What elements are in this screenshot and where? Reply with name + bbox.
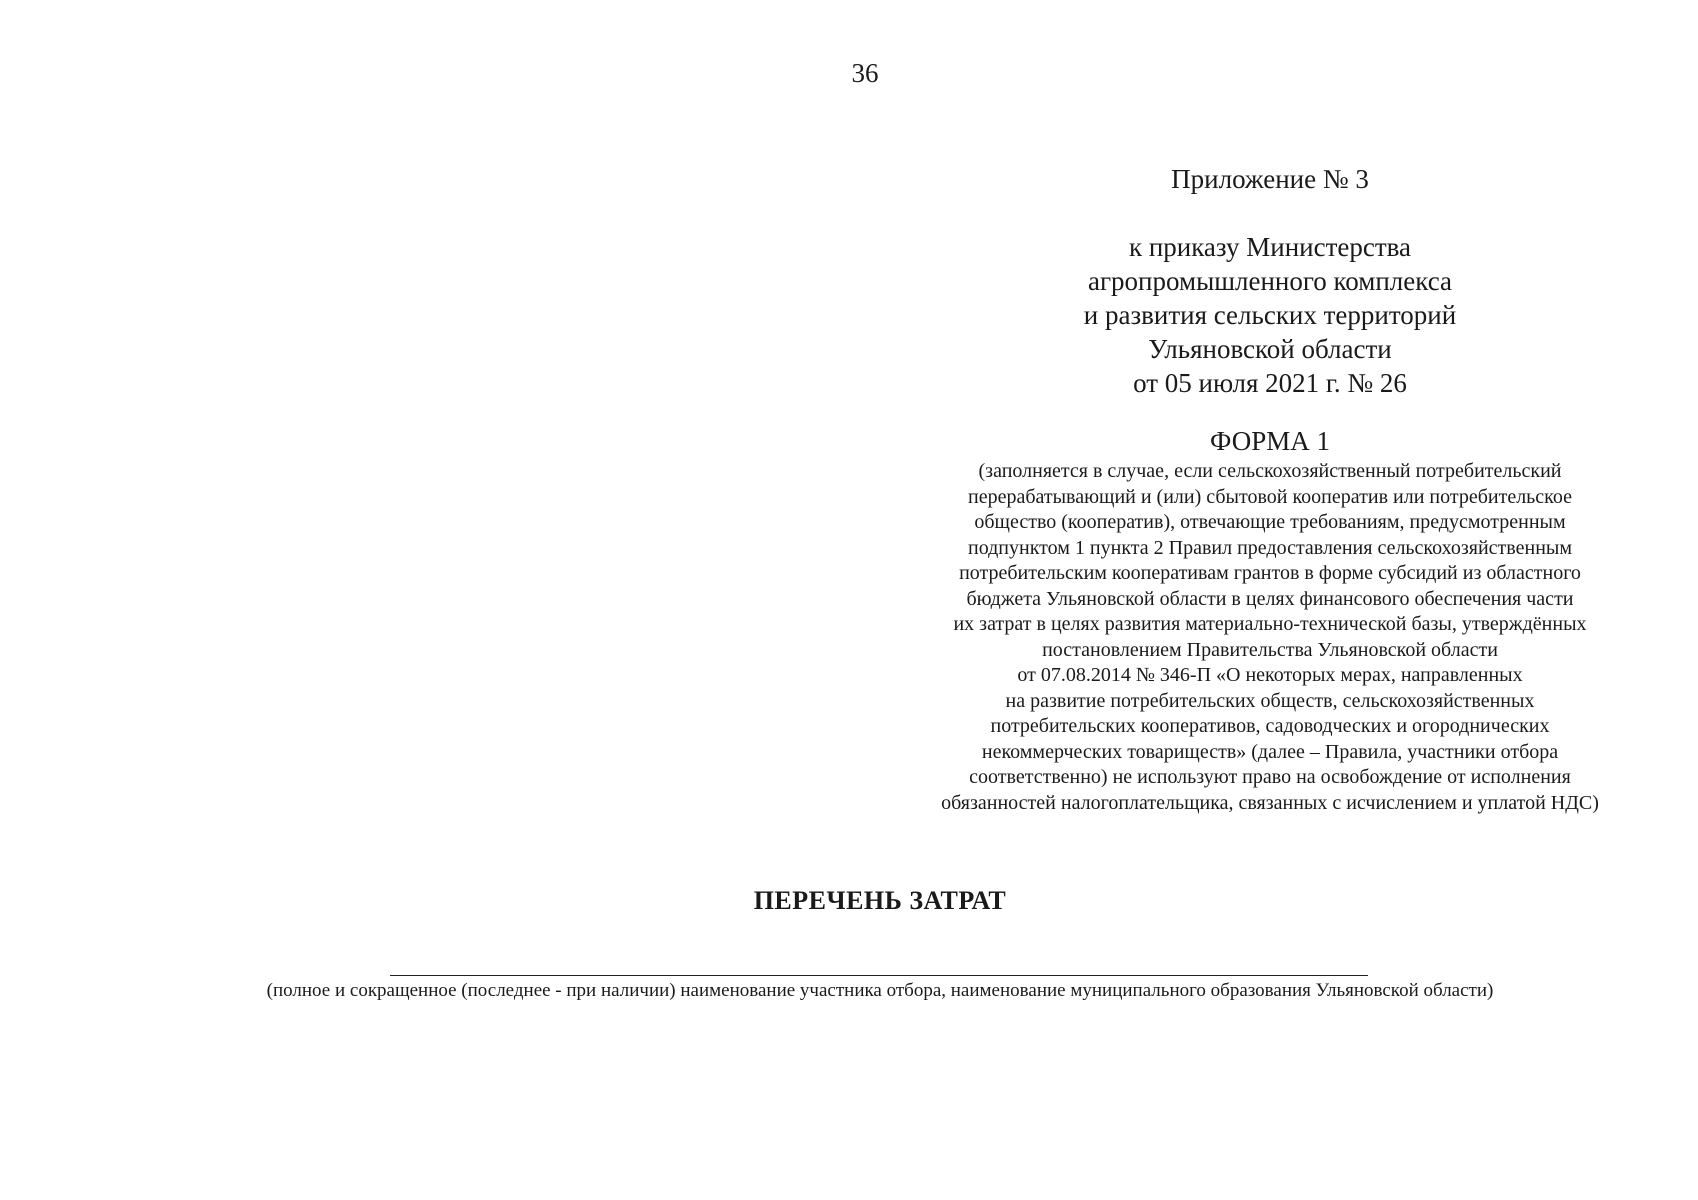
form-note-line: потребительским кооперативам грантов в форме субсидий из областного — [959, 562, 1581, 584]
form-note-line: постановлением Правительства Ульяновской области — [1042, 638, 1498, 661]
form-note-line: потребительских кооперативов, садоводческих и огороднических — [990, 715, 1550, 737]
document-title: ПЕРЕЧЕНЬ ЗАТРАТ — [753, 886, 1007, 915]
appendix-line: и развития сельских территорий — [1083, 300, 1457, 330]
form-note-line: (заполняется в случае, если сельскохозяйственный потребительский — [978, 460, 1562, 482]
form-note-line: бюджета Ульяновской области в целях финансового обеспечения части — [966, 587, 1574, 610]
appendix-title: Приложение № 3 — [1171, 164, 1369, 194]
appendix-line: к приказу Министерства — [1128, 232, 1412, 262]
form-note-line: подпунктом 1 пункта 2 Правил предоставления сельскохозяйственным — [968, 536, 1572, 559]
participant-name-line — [390, 975, 1368, 976]
appendix-line: от 05 июля 2021 г. № 26 — [1133, 368, 1407, 398]
form-note-line: от 07.08.2014 № 346-П «О некоторых мерах, направленных — [1017, 664, 1523, 686]
appendix-line: Ульяновской области — [1148, 334, 1392, 364]
participant-name-caption: (полное и сокращенное (последнее - при наличии) наименование участника отбора, наименование муниципального образования Ульяновской области) — [266, 980, 1494, 1001]
form-label: ФОРМА 1 — [1210, 426, 1330, 456]
appendix-line: агропромышленного комплекса — [1088, 266, 1452, 296]
form-note-line: перерабатывающий и (или) сбытовой кооператив или потребительское — [968, 485, 1572, 508]
page-number: 36 — [851, 58, 879, 88]
form-note-line: общество (кооператив), отвечающие требованиям, предусмотренным — [974, 511, 1566, 533]
form-note — [870, 459, 1670, 816]
form-note-line: соответственно) не используют право на освобождение от исполнения — [969, 766, 1571, 788]
appendix-details — [1000, 230, 1540, 400]
form-note-line: обязанностей налогоплательщика, связанных с исчислением и уплатой НДС) — [941, 791, 1599, 814]
form-note-line: их затрат в целях развития материально-технической базы, утверждённых — [953, 613, 1587, 635]
form-note-line: на развитие потребительских обществ, сельскохозяйственных — [1005, 689, 1535, 712]
form-note-line: некоммерческих товариществ» (далее – Правила, участники отбора — [981, 740, 1559, 763]
